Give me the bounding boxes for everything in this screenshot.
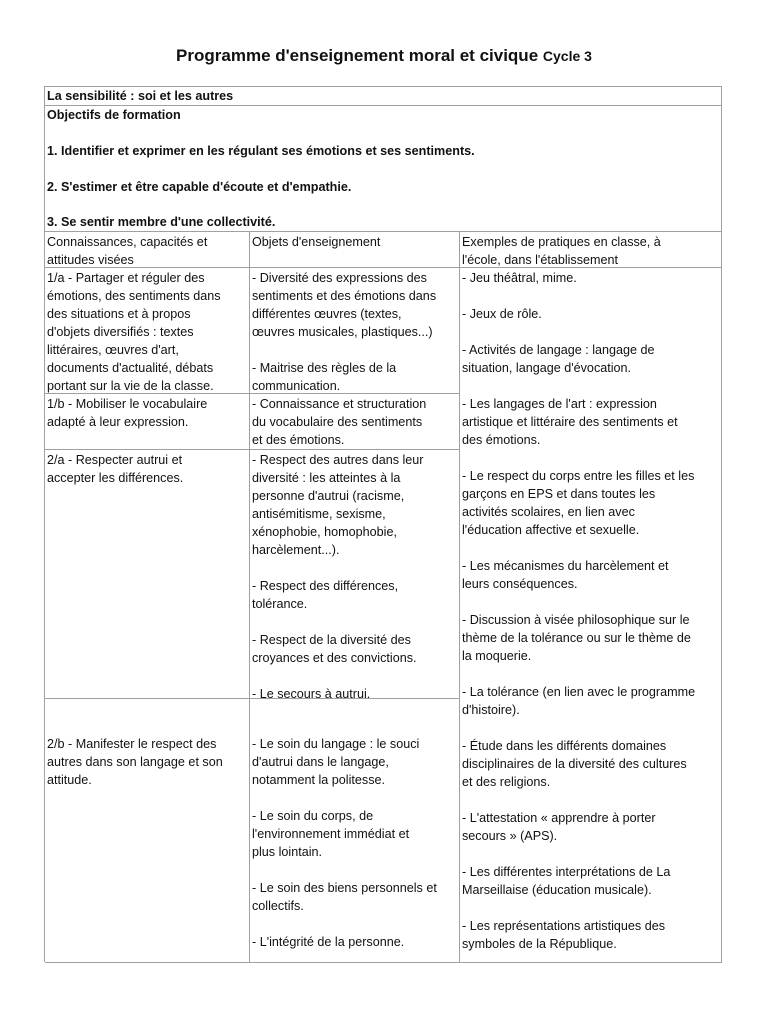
text-line: portant sur la vie de la classe.: [47, 379, 214, 393]
competence-1a: [45, 268, 250, 394]
text-line: - Connaissance et structuration: [252, 397, 427, 411]
practice-item: [462, 917, 719, 953]
text-line: - Respect de la diversité des: [252, 633, 411, 647]
text-line: 1/b - Mobiliser le vocabulaire: [47, 397, 208, 411]
practice-item: [462, 467, 719, 539]
practice-item: [462, 341, 719, 377]
title-text: Programme d'enseignement moral et civique: [176, 46, 539, 65]
text-line: xénophobie, homophobie,: [252, 525, 397, 539]
object-item: [252, 879, 457, 915]
text-line: - Le secours à autrui.: [252, 687, 371, 699]
competence-2a: [45, 450, 250, 699]
text-line: diversité : les atteintes à la: [252, 471, 401, 485]
practice-item: [462, 683, 719, 719]
text-line: situation, langage d'évocation.: [462, 361, 632, 375]
text-line: sentiments et des émotions dans: [252, 289, 437, 303]
objective-item: 3. Se sentir membre d'une collectivité.: [47, 215, 276, 230]
object-item: [252, 685, 457, 699]
text-line: la moquerie.: [462, 649, 532, 663]
objective-item: 1. Identifier et exprimer en les régulant ses émotions et ses sentiments.: [47, 143, 475, 158]
text-line: communication.: [252, 379, 341, 393]
practice-item: [462, 863, 719, 899]
text-line: antisémitisme, sexisme,: [252, 507, 386, 521]
text-line: plus lointain.: [252, 845, 323, 859]
objects-2a: [250, 450, 460, 699]
object-item: [252, 933, 457, 951]
text-line: - Jeux de rôle.: [462, 307, 542, 321]
text-line: l'éducation affective et sexuelle.: [462, 523, 640, 537]
text-line: accepter les différences.: [47, 471, 184, 485]
text-line: - Activités de langage : langage de: [462, 343, 655, 357]
text-line: - Les représentations artistiques des: [462, 919, 666, 933]
text-line: - Respect des différences,: [252, 579, 399, 593]
section-heading: [45, 87, 722, 106]
text-line: - Discussion à visée philosophique sur le: [462, 613, 690, 627]
text-line: leurs conséquences.: [462, 577, 578, 591]
text-line: personne d'autrui (racisme,: [252, 489, 405, 503]
header-line: Exemples de pratiques en classe, à: [462, 235, 661, 249]
text-line: d'objets diversifiés : textes: [47, 325, 194, 339]
text-line: autres dans son langage et son: [47, 755, 223, 769]
header-line: attitudes visées: [47, 253, 134, 267]
text-line: d'autrui dans le langage,: [252, 755, 389, 769]
cycle-label: Cycle 3: [542, 48, 592, 64]
practice-item: [462, 305, 719, 323]
competence-1b: [45, 394, 250, 450]
text-line: garçons en EPS et dans toutes les: [462, 487, 656, 501]
objectives-heading: Objectifs de formation: [47, 108, 181, 122]
practice-item: [462, 611, 719, 665]
text-line: 1/a - Partager et réguler des: [47, 271, 205, 285]
practice-item: [462, 395, 719, 449]
text-line: œuvres musicales, plastiques...): [252, 325, 433, 339]
text-line: - Les différentes interprétations de La: [462, 865, 671, 879]
text-line: disciplinaires de la diversité des cultures: [462, 757, 687, 771]
practice-item: [462, 269, 719, 287]
text-line: documents d'actualité, débats: [47, 361, 214, 375]
text-line: - Diversité des expressions des: [252, 271, 427, 285]
text-line: - Le soin du corps, de: [252, 809, 374, 823]
text-line: secours » (APS).: [462, 829, 558, 843]
text-line: - Jeu théâtral, mime.: [462, 271, 577, 285]
object-item: [252, 451, 457, 559]
text-line: - Le soin des biens personnels et: [252, 881, 437, 895]
text-line: littéraires, œuvres d'art,: [47, 343, 179, 357]
section-heading-text: La sensibilité : soi et les autres: [47, 89, 234, 103]
text-line: - Étude dans les différents domaines: [462, 739, 667, 753]
text-line: - Le respect du corps entre les filles et les: [462, 469, 695, 483]
objective-item: 2. S'estimer et être capable d'écoute et d'empathie.: [47, 179, 352, 194]
competence-2b: [45, 699, 250, 963]
object-item: [252, 269, 457, 341]
header-objets: [250, 232, 460, 268]
text-line: tolérance.: [252, 597, 308, 611]
text-line: différentes œuvres (textes,: [252, 307, 402, 321]
header-line: l'école, dans l'établissement: [462, 253, 619, 267]
text-line: artistique et littéraire des sentiments et: [462, 415, 678, 429]
object-item: [252, 577, 457, 613]
text-line: 2/b - Manifester le respect des: [47, 737, 217, 751]
object-item: [252, 359, 457, 394]
object-item: [252, 631, 457, 667]
text-line: du vocabulaire des sentiments: [252, 415, 423, 429]
text-line: - Maitrise des règles de la: [252, 361, 397, 375]
text-line: 2/a - Respecter autrui et: [47, 453, 183, 467]
text-line: - La tolérance (en lien avec le programme: [462, 685, 696, 699]
text-line: - L'attestation « apprendre à porter: [462, 811, 656, 825]
text-line: symboles de la République.: [462, 937, 617, 951]
text-line: émotions, des sentiments dans: [47, 289, 221, 303]
header-competences: [45, 232, 250, 268]
objects-1b: [250, 394, 460, 450]
text-line: collectifs.: [252, 899, 304, 913]
text-line: - Les mécanismes du harcèlement et: [462, 559, 669, 573]
text-line: - Les langages de l'art : expression: [462, 397, 657, 411]
practice-item: [462, 809, 719, 845]
text-line: l'environnement immédiat et: [252, 827, 410, 841]
header-line: Objets d'enseignement: [252, 235, 381, 249]
text-line: thème de la tolérance ou sur le thème de: [462, 631, 691, 645]
objects-1a: [250, 268, 460, 394]
object-item: [252, 735, 457, 789]
text-line: - Le soin du langage : le souci: [252, 737, 420, 751]
text-line: - L'intégrité de la personne.: [252, 935, 405, 949]
program-table: [44, 86, 722, 962]
text-line: et des émotions.: [252, 433, 345, 447]
page-title: [0, 44, 768, 68]
text-line: adapté à leur expression.: [47, 415, 189, 429]
text-line: et des religions.: [462, 775, 551, 789]
text-line: notamment la politesse.: [252, 773, 386, 787]
practice-item: [462, 557, 719, 593]
text-line: attitude.: [47, 773, 92, 787]
header-line: Connaissances, capacités et: [47, 235, 208, 249]
practice-item: [462, 737, 719, 791]
header-pratiques: [460, 232, 722, 268]
text-line: d'histoire).: [462, 703, 520, 717]
objects-2b: [250, 699, 460, 963]
table-grid: [44, 86, 722, 962]
text-line: harcèlement...).: [252, 543, 340, 557]
text-line: activités scolaires, en lien avec: [462, 505, 635, 519]
text-line: croyances et des convictions.: [252, 651, 417, 665]
object-item: [252, 807, 457, 861]
text-line: Marseillaise (éducation musicale).: [462, 883, 652, 897]
practices-column: [460, 268, 722, 963]
text-line: des situations et à propos: [47, 307, 191, 321]
text-line: - Respect des autres dans leur: [252, 453, 424, 467]
text-line: des émotions.: [462, 433, 541, 447]
objectives-block: [45, 106, 722, 232]
